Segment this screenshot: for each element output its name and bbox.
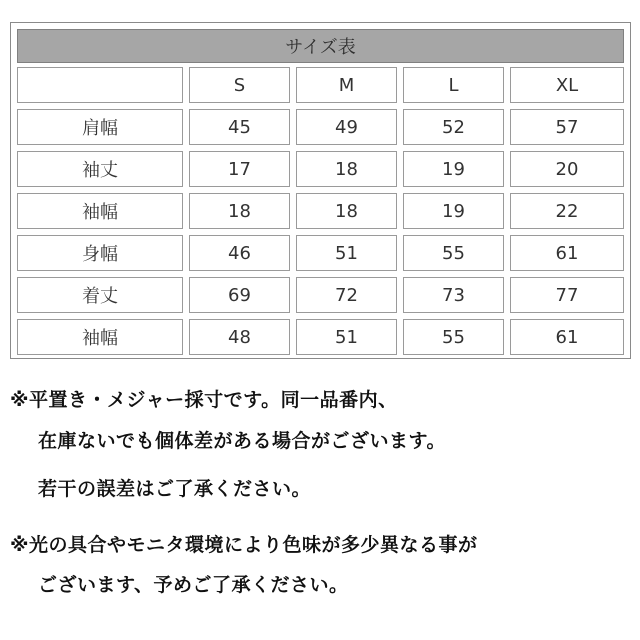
header-corner-cell <box>17 67 183 103</box>
measurement-value-cell: 17 <box>189 151 290 187</box>
note-line-5: ございます、予めご了承ください。 <box>38 574 349 596</box>
size-header-cell: M <box>296 67 397 103</box>
measurement-value-cell: 72 <box>296 277 397 313</box>
measurement-value-cell: 20 <box>510 151 624 187</box>
measurement-value-cell: 19 <box>403 151 504 187</box>
measurement-label-cell: 肩幅 <box>17 109 183 145</box>
measurement-value-cell: 18 <box>189 193 290 229</box>
measurement-value-cell: 57 <box>510 109 624 145</box>
measurement-value-cell: 45 <box>189 109 290 145</box>
measurement-value-cell: 19 <box>403 193 504 229</box>
measurement-value-cell: 73 <box>403 277 504 313</box>
measurement-label-cell: 着丈 <box>17 277 183 313</box>
measurement-value-cell: 61 <box>510 235 624 271</box>
measurement-value-cell: 48 <box>189 319 290 355</box>
measurement-label-cell: 袖丈 <box>17 151 183 187</box>
note-line-4: ※光の具合やモニタ環境により色味が多少異なる事が <box>10 534 478 556</box>
size-table-title: サイズ表 <box>17 29 624 63</box>
measurement-value-cell: 46 <box>189 235 290 271</box>
size-table <box>10 22 631 359</box>
note-line-2: 在庫ないでも個体差がある場合がございます。 <box>38 430 446 452</box>
measurement-label-cell: 身幅 <box>17 235 183 271</box>
measurement-label-cell: 袖幅 <box>17 193 183 229</box>
measurement-value-cell: 18 <box>296 193 397 229</box>
size-header-cell: XL <box>510 67 624 103</box>
note-line-3: 若干の誤差はご了承ください。 <box>38 478 312 500</box>
measurement-value-cell: 77 <box>510 277 624 313</box>
note-line-1: ※平置き・メジャー採寸です。同一品番内、 <box>10 389 398 411</box>
size-header-cell: L <box>403 67 504 103</box>
measurement-value-cell: 55 <box>403 319 504 355</box>
measurement-value-cell: 18 <box>296 151 397 187</box>
measurement-value-cell: 69 <box>189 277 290 313</box>
measurement-value-cell: 52 <box>403 109 504 145</box>
measurement-value-cell: 49 <box>296 109 397 145</box>
size-header-cell: S <box>189 67 290 103</box>
measurement-label-cell: 袖幅 <box>17 319 183 355</box>
measurement-value-cell: 55 <box>403 235 504 271</box>
measurement-value-cell: 61 <box>510 319 624 355</box>
measurement-value-cell: 51 <box>296 235 397 271</box>
measurement-value-cell: 22 <box>510 193 624 229</box>
measurement-value-cell: 51 <box>296 319 397 355</box>
